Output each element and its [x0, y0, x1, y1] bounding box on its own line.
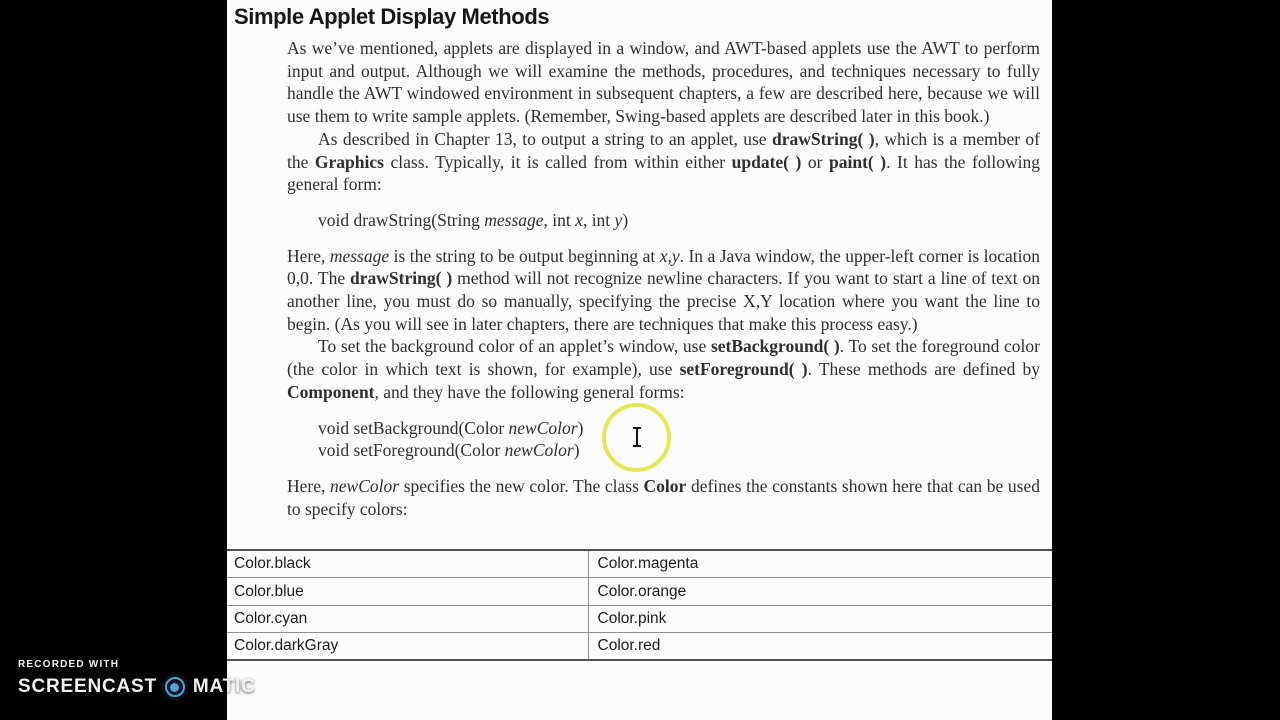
table-row: [227, 633, 1052, 661]
text-run: . These methods are defined by: [807, 359, 1041, 380]
text-run: newColor: [330, 475, 400, 496]
paragraph: [287, 37, 1040, 128]
brand-matic-label: MATIC: [192, 676, 256, 697]
code-line: [318, 209, 1040, 232]
text-run: void setBackground(Color: [318, 417, 509, 438]
table-cell: Color.red: [588, 633, 1052, 661]
text-run: specifies the new color. The class: [399, 475, 644, 496]
text-run: ): [573, 440, 580, 461]
text-run: drawString( ): [350, 268, 453, 289]
paragraph: [287, 335, 1040, 403]
text-run: , int: [582, 209, 615, 230]
code-block: [318, 209, 1040, 232]
text-run: message: [329, 245, 390, 266]
text-run: newColor: [508, 417, 578, 438]
code-line: [318, 417, 1040, 440]
text-run: . To set the foreground color (the color in which text is shown, for example), use: [287, 336, 1040, 380]
text-run: or: [801, 151, 829, 172]
recorded-with-label: RECORDED WITH: [18, 659, 120, 670]
text-run: Color: [643, 475, 687, 496]
text-cursor-icon: [636, 427, 638, 447]
text-run: To set the background color of an applet’s window, use: [318, 336, 711, 357]
text-run: paint( ): [829, 151, 887, 172]
text-run: class. Typically, it is called from within either: [383, 151, 732, 172]
color-constants-table: [227, 549, 1052, 661]
brand-screencast-label: SCREENCAST: [18, 676, 157, 697]
code-line: [318, 439, 1040, 462]
text-run: Here,: [287, 245, 330, 266]
table-cell: Color.cyan: [227, 605, 588, 633]
icon-dot: [170, 683, 179, 692]
text-run: is the string to be output beginning at: [389, 245, 660, 266]
text-run: Graphics: [314, 151, 384, 172]
text-run: x: [575, 209, 583, 230]
text-run: x,y: [659, 245, 680, 266]
text-run: . In a Java window, the upper-left corner is location 0,0. The: [287, 245, 1040, 289]
text-run: , and they have the following general forms:: [374, 381, 685, 402]
text-run: . It has the following general form:: [287, 151, 1041, 195]
table-cell: Color.orange: [588, 578, 1052, 606]
book-page: [227, 0, 1052, 720]
text-run: setForeground( ): [679, 359, 808, 380]
table-row: [227, 605, 1052, 633]
text-run: void setForeground(Color: [318, 440, 505, 461]
table-cell: Color.pink: [588, 605, 1052, 633]
color-table-body: [227, 550, 1052, 660]
text-run: defines the constants shown here that can be used to specify colors:: [287, 475, 1040, 519]
table-row: [227, 578, 1052, 606]
paragraph: [287, 245, 1040, 336]
text-run: , int: [543, 209, 576, 230]
table-cell: Color.blue: [227, 578, 588, 606]
table-row: [227, 550, 1052, 578]
paragraph: [287, 128, 1040, 196]
watermark-brand-row: [18, 674, 256, 700]
text-run: y: [614, 209, 623, 230]
code-block: [318, 417, 1040, 462]
text-run: newColor: [504, 440, 574, 461]
table-cell: Color.magenta: [588, 550, 1052, 578]
text-run: Here,: [287, 475, 331, 496]
screencast-watermark: [18, 659, 256, 700]
paragraph: [287, 475, 1040, 520]
text-run: ): [622, 209, 629, 230]
text-run: void drawString(String: [318, 209, 485, 230]
text-run: As we’ve mentioned, applets are displayed in a window, and AWT-based applets use the AWT to perform input and output. Although we will examine the methods, procedures, and techniques necessary to fully handle the AWT windowed environment in subsequent chapters, a few are described here, because we will use them to write sample applets. (Remember, Swing-based applets are described later in this book.): [287, 38, 1040, 127]
text-run: Component: [287, 381, 375, 402]
table-cell: Color.black: [227, 550, 588, 578]
text-run: update( ): [731, 151, 802, 172]
text-run: message: [484, 209, 544, 230]
page-title: Simple Applet Display Methods: [234, 4, 550, 29]
text-run: setBackground( ): [710, 336, 840, 357]
screencastomatic-dot-icon: [162, 674, 188, 700]
text-run: drawString( ): [771, 128, 875, 149]
text-run: method will not recognize newline characters. If you want to start a line of text on another line, you must do so manually, specifying the precise X,Y location where you want the line to begin. (As you will see in later chapters, there are techniques that make this process easy.): [287, 268, 1040, 334]
text-run: As described in Chapter 13, to output a string to an applet, use: [318, 128, 772, 149]
text-run: , which is a member of the: [287, 128, 1041, 172]
table-cell: Color.darkGray: [227, 633, 588, 661]
text-run: ): [577, 417, 584, 438]
